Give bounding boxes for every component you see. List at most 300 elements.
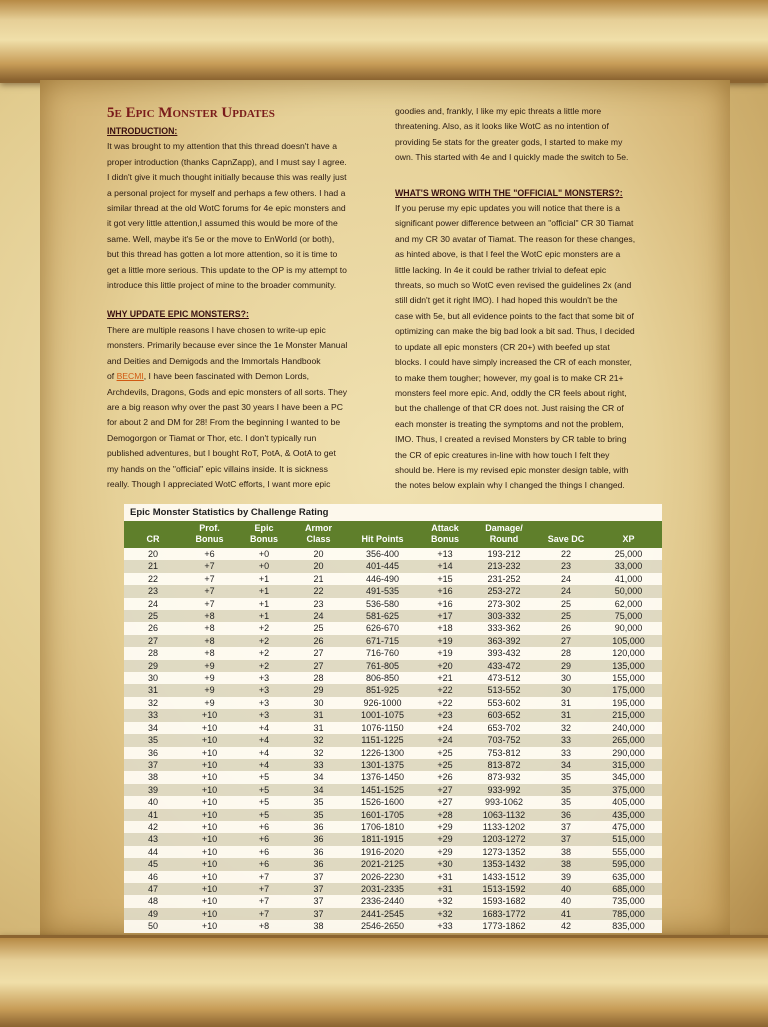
table-cell: 46 xyxy=(124,871,182,883)
table-cell: 50,000 xyxy=(595,585,662,597)
text-line: similar thread at the old WotC forums for 4e epic monsters and xyxy=(107,203,346,214)
table-cell: 806-850 xyxy=(346,672,419,684)
table-cell: 32 xyxy=(291,734,346,746)
table-cell: 41 xyxy=(537,908,595,920)
text-line: the notes below explain why I changed the things I changed. xyxy=(395,480,625,491)
table-cell: +8 xyxy=(237,920,291,932)
table-cell: 28 xyxy=(537,647,595,659)
table-row xyxy=(124,622,662,634)
table-cell: 36 xyxy=(124,747,182,759)
table-row xyxy=(124,908,662,920)
table-cell: 39 xyxy=(537,871,595,883)
table-cell: 21 xyxy=(291,573,346,585)
table-cell: 23 xyxy=(291,598,346,610)
table-cell: +7 xyxy=(182,573,237,585)
table-cell: +10 xyxy=(182,809,237,821)
table-row xyxy=(124,598,662,610)
epic-monster-table xyxy=(124,504,662,933)
table-cell: 24 xyxy=(291,610,346,622)
table-cell: 2336-2440 xyxy=(346,895,419,907)
table-cell: 49 xyxy=(124,908,182,920)
table-cell: 1301-1375 xyxy=(346,759,419,771)
table-row xyxy=(124,709,662,721)
table-cell: 581-625 xyxy=(346,610,419,622)
table-cell: 475,000 xyxy=(595,821,662,833)
table-cell: 31 xyxy=(537,697,595,709)
table-cell: +19 xyxy=(419,647,471,659)
table-row xyxy=(124,895,662,907)
table-cell: +10 xyxy=(182,709,237,721)
table-cell: 290,000 xyxy=(595,747,662,759)
introduction-text xyxy=(107,139,379,293)
table-row xyxy=(124,660,662,672)
table-cell: +15 xyxy=(419,573,471,585)
table-row xyxy=(124,846,662,858)
table-cell: +7 xyxy=(182,560,237,572)
table-cell: 33 xyxy=(537,734,595,746)
table-cell: 29 xyxy=(124,660,182,672)
text-line: There are multiple reasons I have chosen to write-up epic xyxy=(107,324,326,335)
column-header: Damage/ Round xyxy=(471,521,537,548)
table-cell: 26 xyxy=(291,635,346,647)
table-cell: 28 xyxy=(124,647,182,659)
table-cell: 685,000 xyxy=(595,883,662,895)
table-cell: 29 xyxy=(291,684,346,696)
column-header: Epic Bonus xyxy=(237,521,291,548)
table-cell: 26 xyxy=(537,622,595,634)
table-cell: 1203-1272 xyxy=(471,833,537,845)
table-cell: 1593-1682 xyxy=(471,895,537,907)
table-cell: 33,000 xyxy=(595,560,662,572)
table-cell: 1376-1450 xyxy=(346,771,419,783)
table-cell: 873-932 xyxy=(471,771,537,783)
table-cell: 20 xyxy=(291,560,346,572)
table-cell: 35 xyxy=(537,784,595,796)
table-cell: 27 xyxy=(291,647,346,659)
table-cell: 753-812 xyxy=(471,747,537,759)
text-line: monsters feel more epic. And, oddly the CR feels about right, xyxy=(395,387,627,398)
table-cell: +27 xyxy=(419,784,471,796)
text-line: for about 2 and DM for 28! From the beginning I wanted to be xyxy=(107,417,341,428)
table-cell: 1151-1225 xyxy=(346,734,419,746)
table-cell: 47 xyxy=(124,883,182,895)
text-line: optimizing can make the big bad look a bit sad. Thus, I decided xyxy=(395,326,635,337)
table-cell: 37 xyxy=(291,908,346,920)
table-cell: +33 xyxy=(419,920,471,932)
table-cell: +1 xyxy=(237,610,291,622)
table-cell: +3 xyxy=(237,709,291,721)
table-cell: +32 xyxy=(419,895,471,907)
text-line: but the challenge of that CR does not. Just raising the CR of xyxy=(395,403,624,414)
table-cell: 31 xyxy=(291,709,346,721)
table-cell: 1001-1075 xyxy=(346,709,419,721)
table-cell: 32 xyxy=(124,697,182,709)
document-title: 5e Epic Monster Updates xyxy=(107,105,275,121)
table-cell: 240,000 xyxy=(595,722,662,734)
table-cell: 38 xyxy=(537,858,595,870)
table-cell: +10 xyxy=(182,920,237,932)
table-cell: 273-302 xyxy=(471,598,537,610)
table-cell: +10 xyxy=(182,871,237,883)
text-line: each monster is treating the symptoms and not the problem, xyxy=(395,418,624,429)
table-cell: +7 xyxy=(182,598,237,610)
becmi-link[interactable]: BECMI xyxy=(116,371,144,382)
table-cell: 120,000 xyxy=(595,647,662,659)
table-cell: 35 xyxy=(291,809,346,821)
table-cell: 175,000 xyxy=(595,684,662,696)
table-cell: +6 xyxy=(237,833,291,845)
table-cell: 23 xyxy=(537,560,595,572)
text-line: really. Though I appreciated WotC efforts, I want more epic xyxy=(107,478,331,489)
table-cell: +0 xyxy=(237,548,291,560)
text-line: published adventures, but I bought RoT, PotA, & OotA to get xyxy=(107,448,336,459)
table-cell: 253-272 xyxy=(471,585,537,597)
table-cell: +10 xyxy=(182,771,237,783)
table-cell: 405,000 xyxy=(595,796,662,808)
text-line: blocks. I could have simply increased the CR of each monster, xyxy=(395,357,632,368)
table-cell: +25 xyxy=(419,747,471,759)
table-cell: 2021-2125 xyxy=(346,858,419,870)
table-cell: 36 xyxy=(537,809,595,821)
table-cell: +20 xyxy=(419,660,471,672)
text-line: get a little more serious. This update to the OP is my attempt to xyxy=(107,264,347,275)
table-cell: 24 xyxy=(537,573,595,585)
table-cell: 393-432 xyxy=(471,647,537,659)
table-cell: +0 xyxy=(237,560,291,572)
table-cell: 41,000 xyxy=(595,573,662,585)
table-row xyxy=(124,722,662,734)
table-cell: +10 xyxy=(182,908,237,920)
text-line: case with 5e, but all evidence points to the fact that some bit of xyxy=(395,310,634,321)
table-cell: +10 xyxy=(182,846,237,858)
table-cell: 38 xyxy=(124,771,182,783)
text-line: still didn't get it right IMO). I had hoped this wouldn't be the xyxy=(395,295,618,306)
text-line: to update all epic monsters (CR 20+) with beefed up stat xyxy=(395,341,610,352)
table-cell: 1526-1600 xyxy=(346,796,419,808)
table-row xyxy=(124,573,662,585)
table-cell: +8 xyxy=(182,635,237,647)
text-line: the CR of epic creatures in-line with how touch I felt they xyxy=(395,449,610,460)
table-cell: +10 xyxy=(182,895,237,907)
table-cell: 25 xyxy=(537,598,595,610)
table-cell: 105,000 xyxy=(595,635,662,647)
table-cell: 43 xyxy=(124,833,182,845)
whats-wrong-text xyxy=(395,201,667,494)
table-cell: 1273-1352 xyxy=(471,846,537,858)
table-cell: +4 xyxy=(237,759,291,771)
table-cell: +29 xyxy=(419,833,471,845)
table-cell: 22 xyxy=(537,548,595,560)
table-cell: +31 xyxy=(419,871,471,883)
table-cell: 435,000 xyxy=(595,809,662,821)
table-cell: 50 xyxy=(124,920,182,932)
table-row xyxy=(124,560,662,572)
table-row xyxy=(124,548,662,560)
table-cell: +10 xyxy=(182,858,237,870)
table-cell: +17 xyxy=(419,610,471,622)
table-cell: 25 xyxy=(124,610,182,622)
table-cell: 24 xyxy=(124,598,182,610)
table-cell: 626-670 xyxy=(346,622,419,634)
section-heading-why-update: WHY UPDATE EPIC MONSTERS?: xyxy=(107,309,249,320)
table-cell: 37 xyxy=(124,759,182,771)
table-cell: 536-580 xyxy=(346,598,419,610)
table-cell: 35 xyxy=(537,796,595,808)
section-heading-introduction: INTRODUCTION: xyxy=(107,126,178,136)
text-line: threats, so much so WotC even revised the guidelines 2x (and xyxy=(395,280,632,291)
table-cell: +10 xyxy=(182,883,237,895)
text-line: threatening. Also, as it looks like WotC as no intention of xyxy=(395,121,609,132)
text-line: a personal project for myself and perhaps a few others. I had a xyxy=(107,187,346,198)
left-column xyxy=(107,104,379,492)
table-cell: +2 xyxy=(237,635,291,647)
table-row xyxy=(124,684,662,696)
table-cell: 135,000 xyxy=(595,660,662,672)
table-cell: 38 xyxy=(537,846,595,858)
table-cell: +5 xyxy=(237,784,291,796)
table-cell: +13 xyxy=(419,548,471,560)
table-cell: 48 xyxy=(124,895,182,907)
table-cell: 29 xyxy=(537,660,595,672)
table-cell: 90,000 xyxy=(595,622,662,634)
table-cell: 32 xyxy=(291,747,346,759)
table-cell: 37 xyxy=(291,883,346,895)
table-cell: +6 xyxy=(237,846,291,858)
table-cell: 28 xyxy=(291,672,346,684)
table-cell: 42 xyxy=(124,821,182,833)
table-cell: 1916-2020 xyxy=(346,846,419,858)
text-line: significant power difference between an "official" CR 30 Tiamat xyxy=(395,218,634,229)
text-line: same. Well, maybe it's 5e or the move to EnWorld (or both), xyxy=(107,233,335,244)
table-row xyxy=(124,647,662,659)
table-cell: 761-805 xyxy=(346,660,419,672)
table-cell: 1773-1862 xyxy=(471,920,537,932)
table-cell: 671-715 xyxy=(346,635,419,647)
table-row xyxy=(124,796,662,808)
table-cell: 315,000 xyxy=(595,759,662,771)
text-line: and my CR 30 avatar of Tiamat. The reason for these changes, xyxy=(395,233,636,244)
text-line: as hinted above, is that I feel the WotC epic monsters are a xyxy=(395,249,621,260)
text-line: but this thread has gotten a lot more attention, so it is time to xyxy=(107,249,338,260)
table-cell: 2546-2650 xyxy=(346,920,419,932)
table-row xyxy=(124,734,662,746)
table-row xyxy=(124,635,662,647)
table-cell: 31 xyxy=(124,684,182,696)
table-cell: +9 xyxy=(182,697,237,709)
table-cell: +19 xyxy=(419,635,471,647)
table-cell: +21 xyxy=(419,672,471,684)
table-cell: +6 xyxy=(237,821,291,833)
table-cell: +10 xyxy=(182,833,237,845)
text-line: are a big reason why over the past 30 years I have been a PC xyxy=(107,401,343,412)
table-cell: 21 xyxy=(124,560,182,572)
table-cell: 41 xyxy=(124,809,182,821)
table-cell: +2 xyxy=(237,647,291,659)
table-row xyxy=(124,821,662,833)
table-cell: 36 xyxy=(291,846,346,858)
table-cell: 1451-1525 xyxy=(346,784,419,796)
table-cell: 38 xyxy=(291,920,346,932)
text-line: my hands on the "official" epic villains inside. It is sickness xyxy=(107,463,328,474)
table-cell: 1706-1810 xyxy=(346,821,419,833)
table-cell: 433-472 xyxy=(471,660,537,672)
text-line: IMO. Thus, I created a revised Monsters by CR table to bring xyxy=(395,434,627,445)
table-row xyxy=(124,759,662,771)
text-line: goodies and, frankly, I like my epic threats a little more xyxy=(395,106,602,116)
table-cell: +6 xyxy=(237,858,291,870)
table-cell: +22 xyxy=(419,697,471,709)
table-cell: 1513-1592 xyxy=(471,883,537,895)
table-cell: +1 xyxy=(237,585,291,597)
table-cell: 37 xyxy=(537,821,595,833)
table-cell: +7 xyxy=(237,871,291,883)
column-header: XP xyxy=(595,521,662,548)
table-cell: 1811-1915 xyxy=(346,833,419,845)
table-cell: 27 xyxy=(124,635,182,647)
table-cell: +9 xyxy=(182,684,237,696)
table-cell: 716-760 xyxy=(346,647,419,659)
table-cell: 24 xyxy=(537,585,595,597)
table-cell: 356-400 xyxy=(346,548,419,560)
table-cell: 32 xyxy=(537,722,595,734)
text-line: and Deities and Demigods and the Immortals Handbook xyxy=(107,355,321,366)
table-cell: 231-252 xyxy=(471,573,537,585)
table-cell: 155,000 xyxy=(595,672,662,684)
table-cell: 1601-1705 xyxy=(346,809,419,821)
table-cell: 33 xyxy=(291,759,346,771)
text-line: to make them tougher; however, my goal is to make CR 21+ xyxy=(395,372,624,383)
column-header: Save DC xyxy=(537,521,595,548)
table-cell: 653-702 xyxy=(471,722,537,734)
table-cell: +3 xyxy=(237,684,291,696)
table-cell: +26 xyxy=(419,771,471,783)
table-cell: 23 xyxy=(124,585,182,597)
table-row xyxy=(124,672,662,684)
table-cell: +31 xyxy=(419,883,471,895)
column-header: Attack Bonus xyxy=(419,521,471,548)
section-heading-whats-wrong: WHAT'S WRONG WITH THE "OFFICIAL" MONSTERS?: xyxy=(395,187,623,198)
table-cell: 1353-1432 xyxy=(471,858,537,870)
why-update-text-continuation xyxy=(395,104,667,166)
table-cell: +7 xyxy=(237,895,291,907)
table-cell: 213-232 xyxy=(471,560,537,572)
table-row xyxy=(124,883,662,895)
table-cell: +1 xyxy=(237,573,291,585)
table-cell: 635,000 xyxy=(595,871,662,883)
table-header-row xyxy=(124,521,662,548)
table-cell: 603-652 xyxy=(471,709,537,721)
table-cell: 195,000 xyxy=(595,697,662,709)
table-cell: +27 xyxy=(419,796,471,808)
table-cell: 20 xyxy=(291,548,346,560)
table-cell: 44 xyxy=(124,846,182,858)
table-row xyxy=(124,833,662,845)
table-row xyxy=(124,858,662,870)
table-cell: 595,000 xyxy=(595,858,662,870)
table-cell: 2441-2545 xyxy=(346,908,419,920)
why-update-text-continued xyxy=(107,385,379,493)
table-cell: +5 xyxy=(237,796,291,808)
text-line: introduce this little project of mine to the broader community. xyxy=(107,280,337,291)
table-cell: +9 xyxy=(182,660,237,672)
table-cell: +25 xyxy=(419,759,471,771)
table-cell: 22 xyxy=(291,585,346,597)
table-cell: 40 xyxy=(537,883,595,895)
table-row xyxy=(124,771,662,783)
table-cell: 926-1000 xyxy=(346,697,419,709)
text-line: monsters. Primarily because ever since the 1e Monster Manual xyxy=(107,340,348,351)
table-cell: 835,000 xyxy=(595,920,662,932)
table-cell: 34 xyxy=(291,771,346,783)
text-line: proper introduction (thanks CapnZapp), and I must say I agree. xyxy=(107,156,347,167)
table-title: Epic Monster Statistics by Challenge Rating xyxy=(124,504,662,521)
table-cell: 265,000 xyxy=(595,734,662,746)
table-row xyxy=(124,585,662,597)
table-cell: 35 xyxy=(537,771,595,783)
table-cell: 20 xyxy=(124,548,182,560)
text-line: If you peruse my epic updates you will notice that there is a xyxy=(395,203,620,214)
table-cell: 303-332 xyxy=(471,610,537,622)
table-cell: +29 xyxy=(419,846,471,858)
table-cell: 40 xyxy=(124,796,182,808)
text-line: it got very little attention,I assumed this would be more of the xyxy=(107,218,338,229)
table-cell: +10 xyxy=(182,734,237,746)
table-cell: 25 xyxy=(291,622,346,634)
table-cell: +23 xyxy=(419,709,471,721)
table-cell: 31 xyxy=(291,722,346,734)
text-line: It was brought to my attention that this thread doesn't have a xyxy=(107,141,337,152)
table-cell: +9 xyxy=(182,672,237,684)
table-cell: 30 xyxy=(537,672,595,684)
table-cell: 363-392 xyxy=(471,635,537,647)
table-cell: +10 xyxy=(182,747,237,759)
table-cell: +3 xyxy=(237,672,291,684)
table-cell: 34 xyxy=(537,759,595,771)
table-cell: +10 xyxy=(182,759,237,771)
table-cell: 25 xyxy=(537,610,595,622)
table-cell: +5 xyxy=(237,771,291,783)
table-cell: +8 xyxy=(182,647,237,659)
table-cell: 36 xyxy=(291,821,346,833)
table-cell: 401-445 xyxy=(346,560,419,572)
table-cell: +28 xyxy=(419,809,471,821)
table-cell: +30 xyxy=(419,858,471,870)
table-cell: 703-752 xyxy=(471,734,537,746)
column-header: Armor Class xyxy=(291,521,346,548)
scroll-top-roll xyxy=(0,0,768,83)
table-cell: 851-925 xyxy=(346,684,419,696)
text-line: little lacking. In 4e it could be rather trivial to defeat epic xyxy=(395,264,607,275)
table-row xyxy=(124,920,662,932)
table-cell: 34 xyxy=(124,722,182,734)
table-cell: 31 xyxy=(537,709,595,721)
table-cell: +6 xyxy=(182,548,237,560)
table-cell: +8 xyxy=(182,622,237,634)
table-cell: +16 xyxy=(419,585,471,597)
why-update-text xyxy=(107,323,379,369)
text-line: own. This started with 4e and I quickly made the switch to 5e. xyxy=(395,152,629,163)
table-cell: +29 xyxy=(419,821,471,833)
table-cell: 515,000 xyxy=(595,833,662,845)
table-cell: 491-535 xyxy=(346,585,419,597)
table-cell: +4 xyxy=(237,747,291,759)
table-cell: 37 xyxy=(537,833,595,845)
table-cell: 933-992 xyxy=(471,784,537,796)
table-cell: +16 xyxy=(419,598,471,610)
table-cell: +5 xyxy=(237,809,291,821)
table-cell: 1226-1300 xyxy=(346,747,419,759)
table-cell: 25,000 xyxy=(595,548,662,560)
